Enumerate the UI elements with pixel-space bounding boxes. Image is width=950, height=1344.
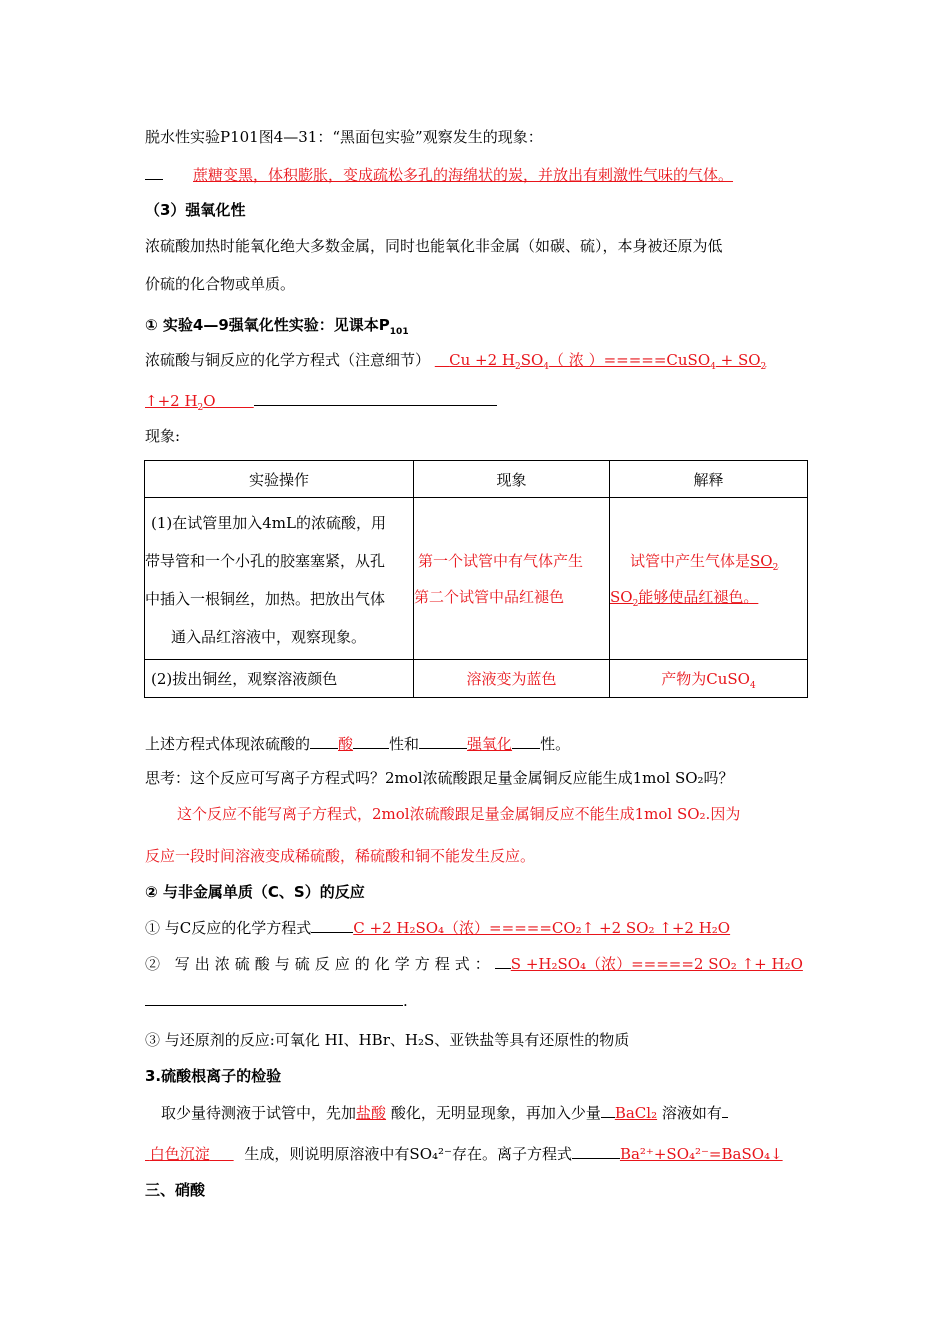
- exp1-eq-label: 浓硫酸与铜反应的化学方程式（注意细节）: [145, 351, 431, 369]
- eq-blank: [254, 390, 497, 406]
- exp1-eq-answer-cont: ↑+2 $H_2O$: [145, 392, 216, 413]
- sulfate-heading: 3.硫酸根离子的检验: [145, 1067, 282, 1085]
- sulfur-equation-blank: .: [145, 990, 408, 1011]
- sulfate-answer-acid: 盐酸: [356, 1104, 387, 1122]
- sulfate-line-2: 白色沉淀 生成，则说明原溶液中有SO₄²⁻存在。离子方程式 Ba²⁺+SO₄²⁻=BaSO₄↓: [145, 1143, 783, 1164]
- think-answer-1: 这个反应不能写离子方程式，2mol浓硫酸跟足量金属铜反应不能生成1mol SO₂.因为: [177, 805, 741, 823]
- table-header-row: [145, 461, 808, 498]
- table-cell-explanation: 试管中产生气体是$SO_2$ $SO_2$能够使品红褪色。: [610, 498, 808, 660]
- phenomenon-label: 现象:: [145, 427, 181, 445]
- section3-desc-2: 价硫的化合物或单质。: [145, 275, 296, 293]
- section3-heading: （3）强氧化性: [145, 201, 246, 219]
- summary-answer-oxidizing: 强氧化: [467, 735, 513, 753]
- summary-line: 上述方程式体现浓硫酸的 酸 性和 强氧化 性。: [145, 735, 571, 753]
- table-cell-operation: (1)在试管里加入4mL的浓硫酸，用 带导管和一个小孔的胶塞塞紧，从孔 中插入一根铜丝，加热。把放出气体 通入品红溶液中，观察现象。: [145, 498, 414, 660]
- sulfur-equation-answer: S +H₂SO₄（浓）=====2 SO₂ ↑+ H₂O: [510, 955, 803, 973]
- answer-blank: [145, 164, 163, 180]
- table-cell-phenomenon: 第一个试管中有气体产生 第二个试管中品红褪色: [414, 498, 610, 660]
- table-header: 现象: [414, 461, 610, 498]
- dehydration-title: 脱水性实验P101图4—31：“黑面包实验”观察发生的现象：: [145, 128, 543, 146]
- think-question: 思考：这个反应可写离子方程式吗？2mol浓硫酸跟足量金属铜反应能生成1mol SO₂吗？: [145, 769, 734, 787]
- carbon-equation-line: ① 与C反应的化学方程式 C +2 H₂SO₄（浓）=====CO₂↑ +2 SO₂ ↑+2 H₂O: [145, 919, 731, 937]
- dehydration-answer-line: [145, 164, 733, 185]
- table-row: [145, 660, 808, 698]
- table-cell-phenomenon: 溶液变为蓝色: [414, 660, 610, 698]
- summary-answer-acid: 酸: [338, 735, 354, 753]
- nitric-heading: 三、硝酸: [145, 1181, 206, 1199]
- sulfate-line-1: 取少量待测液于试管中，先加盐酸 酸化，无明显现象，再加入少量 BaCl₂ 溶液如有: [161, 1102, 728, 1123]
- table-header: 解释: [610, 461, 808, 498]
- section3-desc-1: 浓硫酸加热时能氧化绝大多数金属，同时也能氧化非金属（如碳、硫），本身被还原为低: [145, 237, 723, 255]
- exp1-heading: [145, 315, 409, 335]
- sulfur-equation-line: ② 写出浓硫酸与硫反应的化学方程式： S +H₂SO₄（浓）=====2 SO₂ ↑+ H₂O: [145, 955, 803, 973]
- nonmetal-heading: ② 与非金属单质（C、S）的反应: [145, 883, 365, 901]
- exp1-heading-sub: 101: [389, 327, 409, 337]
- exp1-heading-text: ① 实验4—9强氧化性实验：见课本P: [145, 316, 390, 334]
- sulfate-answer-reagent: BaCl₂: [614, 1104, 658, 1122]
- table-header: 实验操作: [145, 461, 414, 498]
- table-cell-operation: (2)拔出铜丝，观察溶液颜色: [145, 660, 414, 698]
- sulfate-answer-ionic: Ba²⁺+SO₄²⁻=BaSO₄↓: [619, 1145, 783, 1163]
- experiment-table: [144, 460, 808, 698]
- dehydration-answer: 蔗糖变黑，体积膨胀，变成疏松多孔的海绵状的炭，并放出有刺激性气味的气体。: [193, 166, 734, 184]
- table-row: [145, 498, 808, 660]
- exp1-equation-line2: [145, 390, 497, 411]
- exp1-equation-line: [145, 350, 766, 370]
- carbon-equation-answer: C +2 H₂SO₄（浓）=====CO₂↑ +2 SO₂ ↑+2 H₂O: [353, 919, 731, 937]
- sulfate-answer-precipitate: 白色沉淀: [149, 1145, 210, 1163]
- reductant-line: ③ 与还原剂的反应:可氧化 HI、HBr、H₂S、亚铁盐等具有还原性的物质: [145, 1031, 630, 1049]
- table-cell-explanation: 产物为CuSO$_4$: [610, 660, 808, 698]
- think-answer-2: 反应一段时间溶液变成稀硫酸，稀硫酸和铜不能发生反应。: [145, 847, 536, 865]
- exp1-eq-answer: Cu +2 $H_2SO_4$（ 浓 ）=====CuSO$_4$ + $SO_2$: [449, 351, 767, 372]
